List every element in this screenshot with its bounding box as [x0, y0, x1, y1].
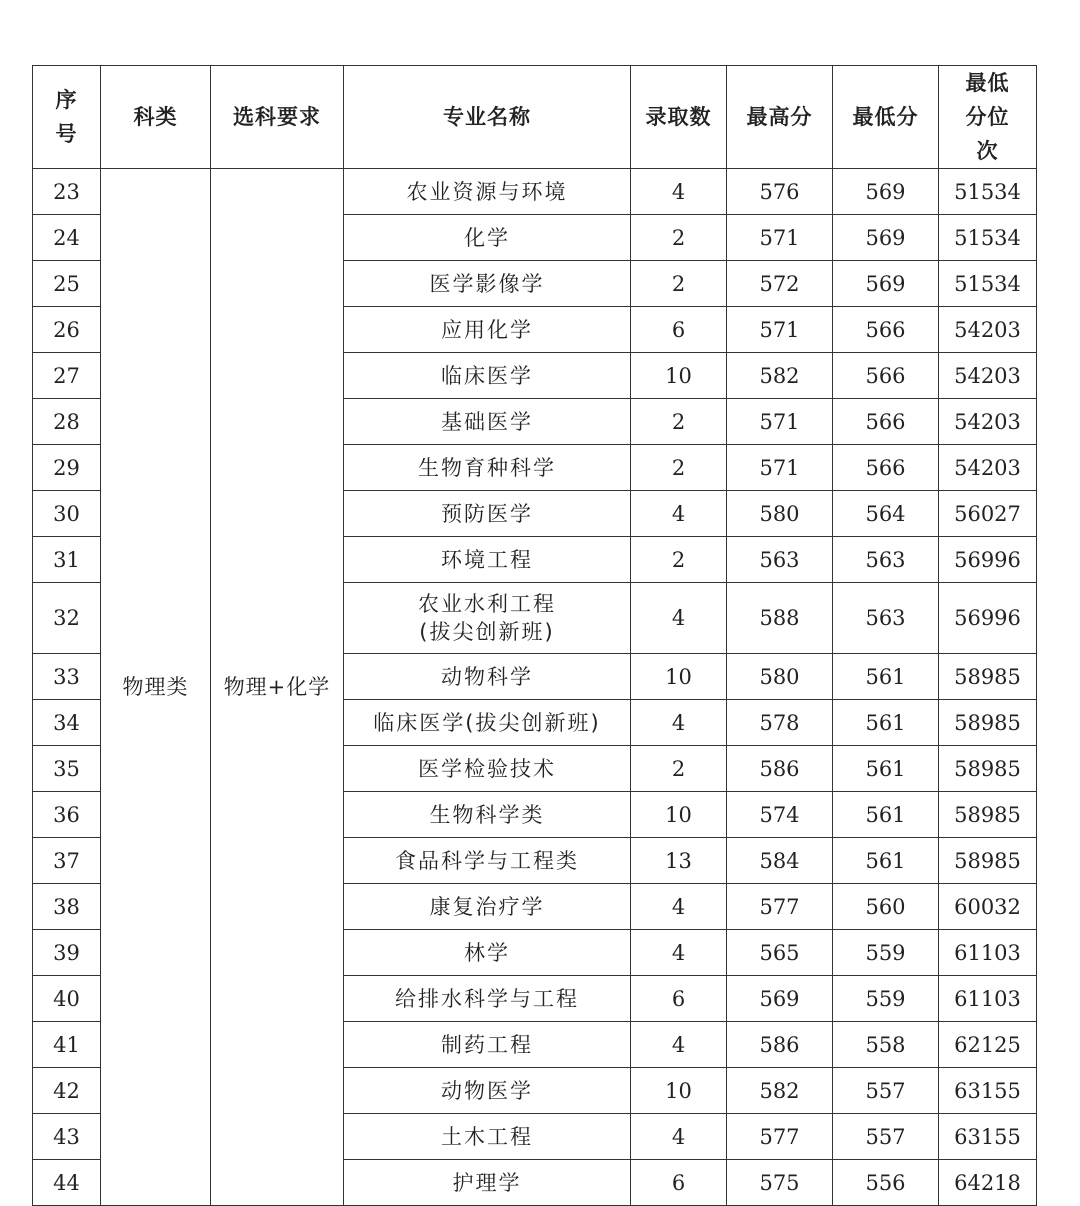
- admission-scores-table: [32, 65, 1037, 1206]
- row-max-score: 563: [727, 537, 833, 583]
- row-max-score: 565: [727, 930, 833, 976]
- row-seq: 41: [33, 1022, 101, 1068]
- row-seq: 32: [33, 583, 101, 654]
- row-major: 生物育种科学: [344, 445, 631, 491]
- row-min-rank: 61103: [939, 976, 1037, 1022]
- row-min-rank: 54203: [939, 353, 1037, 399]
- category-cell: 物理类: [101, 169, 211, 1206]
- row-max-score: 586: [727, 1022, 833, 1068]
- row-major: 预防医学: [344, 491, 631, 537]
- row-admitted: 4: [631, 1022, 727, 1068]
- row-admitted: 10: [631, 1068, 727, 1114]
- row-major: 临床医学: [344, 353, 631, 399]
- row-max-score: 580: [727, 654, 833, 700]
- row-major: 康复治疗学: [344, 884, 631, 930]
- row-admitted: 4: [631, 491, 727, 537]
- table-header: [33, 66, 1037, 169]
- row-admitted: 4: [631, 930, 727, 976]
- row-major: 生物科学类: [344, 792, 631, 838]
- row-major: 临床医学(拔尖创新班): [344, 700, 631, 746]
- row-seq: 33: [33, 654, 101, 700]
- row-min-score: 563: [833, 537, 939, 583]
- row-seq: 31: [33, 537, 101, 583]
- row-major: 基础医学: [344, 399, 631, 445]
- row-min-rank: 54203: [939, 307, 1037, 353]
- row-seq: 34: [33, 700, 101, 746]
- header-max-score: 最高分: [727, 66, 833, 169]
- row-admitted: 4: [631, 169, 727, 215]
- row-seq: 23: [33, 169, 101, 215]
- row-max-score: 584: [727, 838, 833, 884]
- row-min-rank: 54203: [939, 445, 1037, 491]
- header-category: 科类: [101, 66, 211, 169]
- row-min-rank: 56996: [939, 583, 1037, 654]
- row-max-score: 580: [727, 491, 833, 537]
- row-max-score: 569: [727, 976, 833, 1022]
- row-min-score: 556: [833, 1160, 939, 1206]
- header-major: 专业名称: [344, 66, 631, 169]
- row-max-score: 572: [727, 261, 833, 307]
- row-min-score: 560: [833, 884, 939, 930]
- row-min-score: 569: [833, 169, 939, 215]
- row-min-rank: 60032: [939, 884, 1037, 930]
- row-min-score: 564: [833, 491, 939, 537]
- row-min-score: 561: [833, 838, 939, 884]
- row-admitted: 2: [631, 445, 727, 491]
- header-min-rank: 最低分位次: [939, 66, 1037, 169]
- row-major-line2: (拔尖创新班): [419, 620, 555, 644]
- row-min-score: 557: [833, 1114, 939, 1160]
- row-min-score: 559: [833, 930, 939, 976]
- row-min-rank: 56996: [939, 537, 1037, 583]
- header-requirement: 选科要求: [211, 66, 344, 169]
- row-major: 制药工程: [344, 1022, 631, 1068]
- row-admitted: 4: [631, 884, 727, 930]
- header-seq: 序号: [33, 66, 101, 169]
- row-admitted: 4: [631, 583, 727, 654]
- row-min-score: 566: [833, 445, 939, 491]
- row-max-score: 571: [727, 399, 833, 445]
- row-admitted: 6: [631, 976, 727, 1022]
- row-min-score: 566: [833, 399, 939, 445]
- row-min-score: 563: [833, 583, 939, 654]
- row-major: 给排水科学与工程: [344, 976, 631, 1022]
- row-admitted: 6: [631, 1160, 727, 1206]
- row-major: 护理学: [344, 1160, 631, 1206]
- row-seq: 40: [33, 976, 101, 1022]
- row-max-score: 571: [727, 445, 833, 491]
- row-admitted: 2: [631, 215, 727, 261]
- row-min-rank: 51534: [939, 215, 1037, 261]
- row-admitted: 2: [631, 261, 727, 307]
- row-max-score: 586: [727, 746, 833, 792]
- row-admitted: 4: [631, 1114, 727, 1160]
- row-major: 林学: [344, 930, 631, 976]
- row-seq: 24: [33, 215, 101, 261]
- row-max-score: 582: [727, 353, 833, 399]
- row-major: 化学: [344, 215, 631, 261]
- row-max-score: 574: [727, 792, 833, 838]
- row-min-score: 569: [833, 215, 939, 261]
- row-major-line1: 农业水利工程: [418, 592, 556, 616]
- row-min-score: 557: [833, 1068, 939, 1114]
- row-admitted: 6: [631, 307, 727, 353]
- row-min-rank: 62125: [939, 1022, 1037, 1068]
- row-seq: 36: [33, 792, 101, 838]
- row-admitted: 2: [631, 399, 727, 445]
- row-admitted: 2: [631, 537, 727, 583]
- row-min-rank: 58985: [939, 838, 1037, 884]
- row-admitted: 10: [631, 654, 727, 700]
- row-major: 环境工程: [344, 537, 631, 583]
- row-max-score: 571: [727, 307, 833, 353]
- row-admitted: 2: [631, 746, 727, 792]
- row-min-score: 566: [833, 353, 939, 399]
- row-min-rank: 63155: [939, 1114, 1037, 1160]
- row-min-rank: 58985: [939, 700, 1037, 746]
- row-seq: 42: [33, 1068, 101, 1114]
- row-seq: 30: [33, 491, 101, 537]
- row-seq: 26: [33, 307, 101, 353]
- header-admitted: 录取数: [631, 66, 727, 169]
- row-major: 动物科学: [344, 654, 631, 700]
- row-min-rank: 61103: [939, 930, 1037, 976]
- row-seq: 39: [33, 930, 101, 976]
- row-min-rank: 63155: [939, 1068, 1037, 1114]
- row-min-rank: 51534: [939, 261, 1037, 307]
- row-max-score: 577: [727, 1114, 833, 1160]
- row-min-score: 566: [833, 307, 939, 353]
- row-admitted: 10: [631, 792, 727, 838]
- row-major: 医学影像学: [344, 261, 631, 307]
- row-major: 应用化学: [344, 307, 631, 353]
- row-min-rank: 51534: [939, 169, 1037, 215]
- row-max-score: 576: [727, 169, 833, 215]
- row-max-score: 582: [727, 1068, 833, 1114]
- row-min-rank: 58985: [939, 792, 1037, 838]
- table-row: [33, 169, 1037, 215]
- row-admitted: 10: [631, 353, 727, 399]
- row-major: 动物医学: [344, 1068, 631, 1114]
- row-min-rank: 64218: [939, 1160, 1037, 1206]
- row-max-score: 571: [727, 215, 833, 261]
- row-seq: 35: [33, 746, 101, 792]
- row-admitted: 4: [631, 700, 727, 746]
- row-seq: 27: [33, 353, 101, 399]
- row-major: 食品科学与工程类: [344, 838, 631, 884]
- row-max-score: 577: [727, 884, 833, 930]
- row-min-rank: 58985: [939, 654, 1037, 700]
- row-seq: 25: [33, 261, 101, 307]
- row-min-score: 561: [833, 700, 939, 746]
- header-min-score: 最低分: [833, 66, 939, 169]
- row-max-score: 588: [727, 583, 833, 654]
- row-seq: 29: [33, 445, 101, 491]
- row-seq: 37: [33, 838, 101, 884]
- row-min-rank: 54203: [939, 399, 1037, 445]
- row-seq: 38: [33, 884, 101, 930]
- table-body: [33, 169, 1037, 1206]
- row-min-score: 561: [833, 792, 939, 838]
- row-major: [344, 583, 631, 654]
- row-min-score: 569: [833, 261, 939, 307]
- row-min-score: 558: [833, 1022, 939, 1068]
- row-max-score: 578: [727, 700, 833, 746]
- row-seq: 28: [33, 399, 101, 445]
- row-seq: 44: [33, 1160, 101, 1206]
- row-min-rank: 58985: [939, 746, 1037, 792]
- row-min-score: 561: [833, 746, 939, 792]
- row-min-score: 559: [833, 976, 939, 1022]
- row-max-score: 575: [727, 1160, 833, 1206]
- row-min-score: 561: [833, 654, 939, 700]
- row-major: 农业资源与环境: [344, 169, 631, 215]
- row-major: 土木工程: [344, 1114, 631, 1160]
- row-admitted: 13: [631, 838, 727, 884]
- requirement-cell: 物理+化学: [211, 169, 344, 1206]
- row-major: 医学检验技术: [344, 746, 631, 792]
- row-seq: 43: [33, 1114, 101, 1160]
- row-min-rank: 56027: [939, 491, 1037, 537]
